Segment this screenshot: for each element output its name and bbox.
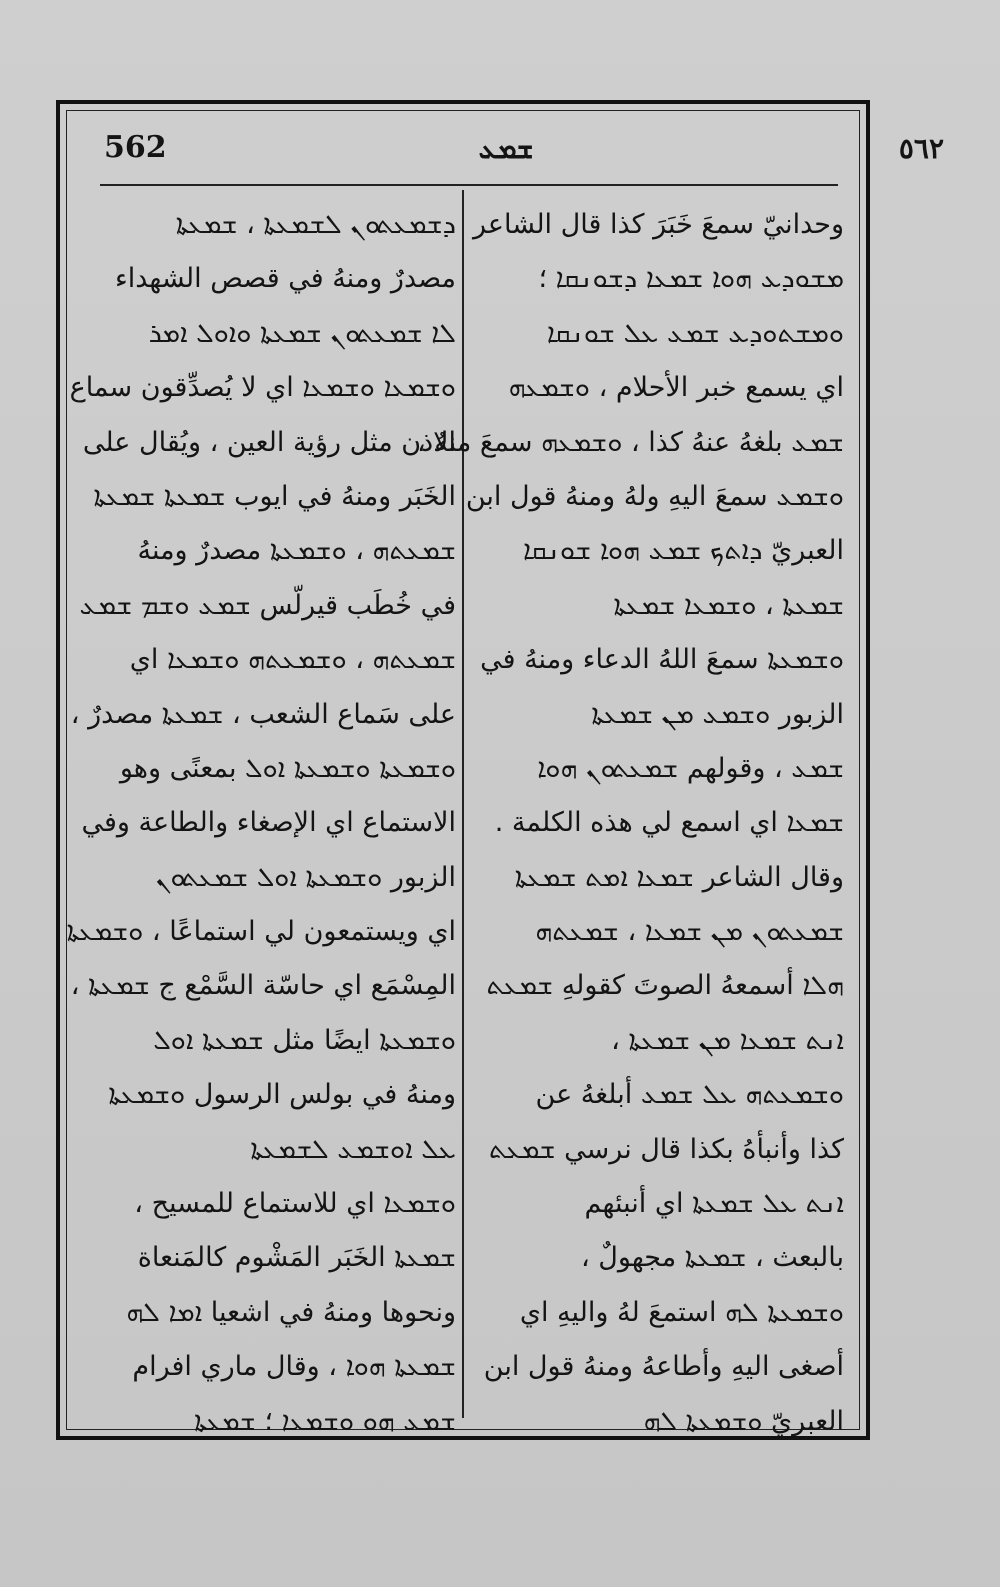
text-line: ܫܡܥܬܘܢ ܡܢ ܫܡܥܐ ، ܫܡܥܬܗ (535, 916, 844, 948)
text-line: في خُطَب قيرلّس ܫܡܥ ܘܫܡ ܫܡܥ (79, 589, 456, 621)
text-line: ܘܫܡܥܐ اي للاستماع للمسيح ، (134, 1188, 456, 1220)
text-line: الاستماع اي الإصغاء والطاعة وفي (81, 807, 456, 839)
header-rule (100, 184, 838, 186)
text-line: ܘܫܡܥܬܐ سمعَ اللهُ الدعاء ومنهُ في (480, 644, 844, 676)
text-line: أصغى اليهِ وأطاعهُ ومنهُ قول ابن (483, 1351, 844, 1383)
text-line: ܫܡܥ ، وقولهم ܫܡܥܬܘܢ ܗܘܐ (537, 752, 844, 784)
text-line: ܘܫܡܥܬܐ ايضًا مثل ܫܡܥܬܐ ܐܘܠ (153, 1024, 456, 1056)
text-line: ܫܡܥ بلغهُ عنهُ كذا ، ܘܫܡܥܗ سمعَ منهُ ، (416, 426, 844, 458)
text-line: ܕܫܡܥܬܘܢ ܠܫܡܥܬܐ ، ܫܡܥܬܐ (175, 209, 456, 240)
text-line: ܫܡܥܬܗ ، ܘܫܡܥܬܐ مصدرٌ ومنهُ (137, 535, 456, 567)
text-line: ܐܢܬ ܥܠ ܫܡܥܬܐ اي أنبئهم (584, 1188, 844, 1220)
text-line: ܘܫܡܥ سمعَ اليهِ ولهُ ومنهُ قول ابن (465, 480, 844, 512)
text-line: وقال الشاعر ܫܡܥܐ ܐܡܬ ܫܡܥܬܐ (514, 861, 844, 893)
text-line: اي ويستمعون لي استماعًا ، ܘܫܡܥܬܐ (66, 916, 456, 948)
text-line: ܘܫܡܥܐ ܘܫܡܥܐ اي لا يُصدِّقون سماع (69, 372, 456, 404)
text-line: اي يسمع خبر الأحلام ، ܘܫܡܥܗ (508, 372, 844, 404)
page-header (40, 130, 972, 180)
text-line: وحدانيّ سمعَ خَبَرَ كذا قال الشاعر (473, 209, 844, 240)
text-line: بالبعث ، ܫܡܥܬܐ مجهولٌ ، (580, 1242, 844, 1274)
text-line: ܫܡܥܐ اي اسمع لي هذه الكلمة . (494, 807, 844, 839)
text-line: المِسْمَع اي حاسّة السَّمْع ج ܫܡܥܬܐ ، (70, 970, 456, 1002)
text-line: ܐܢܬ ܫܡܥܐ ܡܢ ܫܡܥܬܐ ، (611, 1024, 844, 1056)
right-column (416, 198, 844, 1437)
text-line: ومنهُ في بولس الرسول ܘܫܡܥܬܐ (108, 1079, 456, 1111)
text-line: على سَماع الشعب ، ܫܡܥܬܐ مصدرٌ ، (70, 698, 456, 730)
text-line: كذا وأنبأهُ بكذا قال نرسي ܫܡܥܬ (489, 1133, 844, 1165)
text-line: ܥܠ ܐܘܫܡܥ ܠܫܡܥܬܐ (250, 1133, 456, 1165)
text-line: ܘܫܡܥܬܗ ܥܠ ܫܡܥ أبلغهُ عن (535, 1079, 844, 1111)
text-line: ونحوها ومنهُ في اشعيا ܐܡܐ ܠܗ (126, 1296, 456, 1328)
text-line: الزبور ܘܫܡܥ ܡܢ ܫܡܥܬܐ (591, 698, 844, 730)
text-line: ܫܡܥܬܐ ، ܘܫܡܥܐ ܫܡܥܬܐ (613, 589, 844, 621)
text-line: ܡܫܘܕܥ ܗܘܐ ܫܡܥܐ ܕܫܘܢܩܐ ؛ (538, 263, 844, 295)
text-line: الزبور ܘܫܡܥܬܐ ܐܘܠ ܫܡܥܬܘܢ (155, 861, 456, 893)
text-line: ܫܡܥ ܗܘ ܘܫܡܥܐ ؛ ܫܡܥܬܐ (194, 1405, 456, 1437)
text-line: ܘܡܫܬܘܕܥ ܫܡܥ ܥܠ ܫܘܢܩܐ (546, 317, 844, 349)
text-line: ܫܡܥܬܗ ، ܘܫܡܥܬܗ ܘܫܡܥܐ اي (129, 644, 456, 676)
text-line: ܗܠܐ أسمعهُ الصوتَ كقولهِ ܫܡܥܬ (486, 970, 844, 1002)
page-number-latin: 562 (104, 130, 167, 165)
text-line: ܫܡܥܬܐ الخَبَر المَشْوم كالمَنعاة (137, 1242, 456, 1274)
text-line: مصدرٌ ومنهُ في قصص الشهداء (115, 263, 456, 295)
text-line: ܘܫܡܥܬܐ ܘܫܡܥܬܐ ܐܘܠ بمعنًى وهو (119, 752, 456, 784)
text-line: ܫܡܥܬܐ ܗܘܐ ، وقال ماري افرام (132, 1351, 456, 1383)
column-divider (462, 190, 464, 1418)
text-line: ܘܫܡܥܬܐ ܠܗ استمعَ لهُ واليهِ اي (519, 1296, 844, 1328)
page-number-arabic: ٥٦٢ (898, 132, 944, 165)
text-line: العبريّ ܘܫܡܥܬܐ ܠܗ (643, 1405, 844, 1437)
running-head: ܫܡܥ (478, 132, 534, 165)
text-line: الاذن مثل رؤية العين ، ويُقال على (82, 426, 456, 458)
left-column (66, 198, 456, 1437)
text-line: الخَبَر ومنهُ في ايوب ܫܡܥܬܐ ܫܡܥܬܐ (93, 480, 456, 512)
text-line: ܠܐ ܫܡܥܬܘܢ ܫܡܥܬܐ ܘܐܘܠ ܐܡܪ (148, 317, 456, 349)
text-line: العبريّ ܕܐܬܟ ܫܡܥ ܗܘܐ ܫܘܢܩܐ (523, 535, 844, 567)
